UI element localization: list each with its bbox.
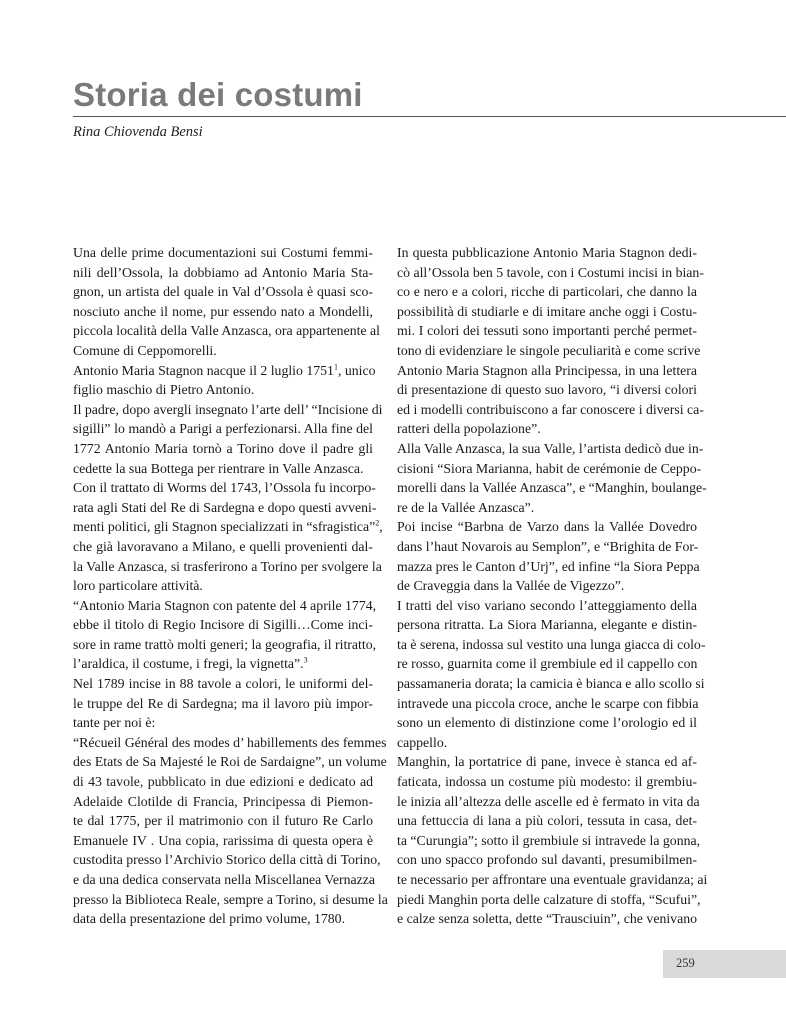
text-line: Alla Valle Anzasca, la sua Valle, l’artista dedicò due in- — [397, 440, 704, 456]
text-line: di presentazione di questo suo lavoro, “i diversi colori — [397, 382, 697, 398]
text-line: passamaneria dorata; la camicia è bianca e allo scollo si — [397, 676, 705, 692]
text-line: I tratti del viso variano secondo l’atteggiamento della — [397, 597, 697, 613]
text-line: una fettuccia di lana a più colori, tessuta in casa, det- — [397, 813, 697, 829]
text-line: dans l’haut Novarois au Semplon”, e “Brighita de For- — [397, 538, 699, 554]
text-line: “Récueil Général des modes d’ habillements des femmes — [73, 734, 387, 750]
text-line: des Etats de Sa Majesté le Roi de Sardaigne”, un volume — [73, 754, 387, 770]
text-line: de Craveggia dans la Vallée de Vigezzo”. — [397, 578, 625, 594]
text-line: la Valle Anzasca, si trasferirono a Torino per svolgere la — [73, 558, 382, 574]
text-line: tante per noi è: — [73, 715, 156, 731]
text-line: gnon, un artista del quale in Val d’Ossola è quasi sco- — [73, 284, 373, 300]
text-line: persona ritratta. La Siora Marianna, elegante e distin- — [397, 617, 697, 633]
text-line: piccola località della Valle Anzasca, ora appartenente al — [73, 323, 380, 339]
text-line: te dal 1775, per il matrimonio con il futuro Re Carlo — [73, 813, 373, 829]
text-line: con uno spacco profondo sul davanti, presumibilmen- — [397, 852, 697, 868]
text-line: custodita presso l’Archivio Storico della città di Torino, — [73, 852, 381, 868]
text-line: piedi Manghin porta delle calzature di stoffa, “Scufui”, — [397, 891, 701, 907]
text-line: ed i modelli contribuiscono a far conoscere i diversi ca- — [397, 401, 704, 417]
text-line: Comune di Ceppomorelli. — [73, 342, 217, 358]
text-line: Nel 1789 incise in 88 tavole a colori, le uniformi del- — [73, 676, 373, 692]
title-rule — [73, 116, 786, 117]
text-line: nili dell’Ossola, la dobbiamo ad Antonio Maria Sta- — [73, 264, 373, 280]
text-line: Emanuele IV . Una copia, rarissima di questa opera è — [73, 832, 373, 848]
text-line: data della presentazione del primo volume, 1780. — [73, 911, 346, 927]
text-line: Con il trattato di Worms del 1743, l’Ossola fu incorpo- — [73, 480, 376, 496]
text-line: loro particolare attività. — [73, 578, 203, 594]
text-line: ebbe il titolo di Regio Incisore di Sigilli…Come inci- — [73, 617, 373, 633]
text-line: e da una dedica conservata nella Miscellanea Vernazza — [73, 872, 375, 887]
text-line: intravede una piccola croce, anche le scarpe con fibbia — [397, 695, 699, 711]
text-line: sono un elemento di distinzione come l’orologio ed il — [397, 715, 697, 731]
text-line: te necessario per affrontare una eventuale gravidanza; ai — [397, 872, 708, 887]
page-title: Storia dei costumi — [73, 76, 363, 113]
text-line: e calze senza soletta, dette “Trausciuin”, che venivano — [397, 911, 697, 927]
text-line: mazza pres le Canton d’Urj”, ed infine “la Siora Peppa — [397, 558, 700, 574]
text-line: In questa pubblicazione Antonio Maria Stagnon dedi- — [397, 245, 697, 260]
text-line: co e nero e a colori, ricche di particolari, che danno la — [397, 284, 697, 300]
text-line: morelli dans la Vallée Anzasca”, e “Manghin, boulange- — [397, 480, 707, 496]
text-line: mi. I colori dei tessuti sono importanti perché permet- — [397, 323, 697, 339]
text-line: le truppe del Re di Sardegna; ma il lavoro più impor- — [73, 695, 373, 711]
text-line: faticata, indossa un costume più modesto: il grembiu- — [397, 774, 697, 790]
text-line: tono di evidenziare le singole peculiarità e come scrive — [397, 342, 701, 358]
text-line: Antonio Maria Stagnon alla Principessa, in una lettera — [397, 362, 697, 378]
text-line: le inizia all’altezza delle ascelle ed è fermato in vita da — [397, 793, 700, 809]
text-line: ta è serena, indossa sul vestito una lunga giacca di colo- — [397, 636, 706, 652]
text-line: re de la Vallée Anzasca”. — [397, 499, 535, 515]
text-line: “Antonio Maria Stagnon con patente del 4 aprile 1774, — [73, 597, 377, 613]
text-line: ta “Curungia”; sotto il grembiule si intravede la gonna, — [397, 832, 701, 848]
text-line: l’araldica, il costume, i fregi, la vignetta”.$^3$ — [73, 655, 308, 672]
text-line: possibilità di studiarle e di imitare anche oggi i Costu- — [397, 303, 697, 319]
text-line: Il padre, dopo avergli insegnato l’arte dell’ “Incisione di — [73, 401, 383, 417]
text-line: rata agli Stati del Re di Sardegna e dopo questi avveni- — [73, 499, 377, 515]
left-column — [73, 243, 388, 929]
text-line: Manghin, la portatrice di pane, invece è stanca ed af- — [397, 754, 697, 770]
text-line: che già lavoravano a Milano, e quelli provenienti dal- — [73, 538, 373, 554]
text-line: sore in rame trattò molti generi; la geografia, il ritratto, — [73, 636, 377, 652]
page-number: 259 — [676, 956, 695, 970]
author-name: Rina Chiovenda Bensi — [73, 124, 203, 140]
text-line: cappello. — [397, 734, 448, 750]
text-line: sigilli” lo mandò a Parigi a perfezionarsi. Alla fine del — [73, 421, 373, 437]
text-line: presso la Biblioteca Reale, sempre a Torino, si desume la — [73, 891, 388, 907]
text-line: cò all’Ossola ben 5 tavole, con i Costumi incisi in bian- — [397, 264, 704, 280]
right-column — [397, 243, 708, 929]
text-line: di 43 tavole, pubblicato in due edizioni e dedicato ad — [73, 774, 373, 790]
text-line: Poi incise “Barbna de Varzo dans la Vallée Dovedro — [397, 519, 697, 535]
text-line: ratteri della popolazione”. — [397, 421, 541, 437]
text-line: re rosso, guarnita come il grembiule ed il cappello con — [397, 656, 698, 672]
text-line: menti politici, gli Stagnon specializzati in “sfragistica”$^2$, — [73, 518, 383, 535]
text-line: 1772 Antonio Maria tornò a Torino dove il padre gli — [73, 440, 373, 456]
text-line: figlio maschio di Pietro Antonio. — [73, 382, 255, 398]
text-line: Una delle prime documentazioni sui Costumi femmi- — [73, 245, 373, 260]
text-line: cisioni “Siora Marianna, habit de cerémonie de Ceppo- — [397, 460, 702, 476]
text-line: cedette la sua Bottega per rientrare in Valle Anzasca. — [73, 460, 364, 476]
text-line: Antonio Maria Stagnon nacque il 2 luglio 1751$^1$, unico — [73, 361, 376, 378]
text-line: Adelaide Clotilde di Francia, Principessa di Piemon- — [73, 793, 373, 809]
text-line: nosciuto anche il nome, pur essendo nato a Mondelli, — [73, 303, 373, 319]
